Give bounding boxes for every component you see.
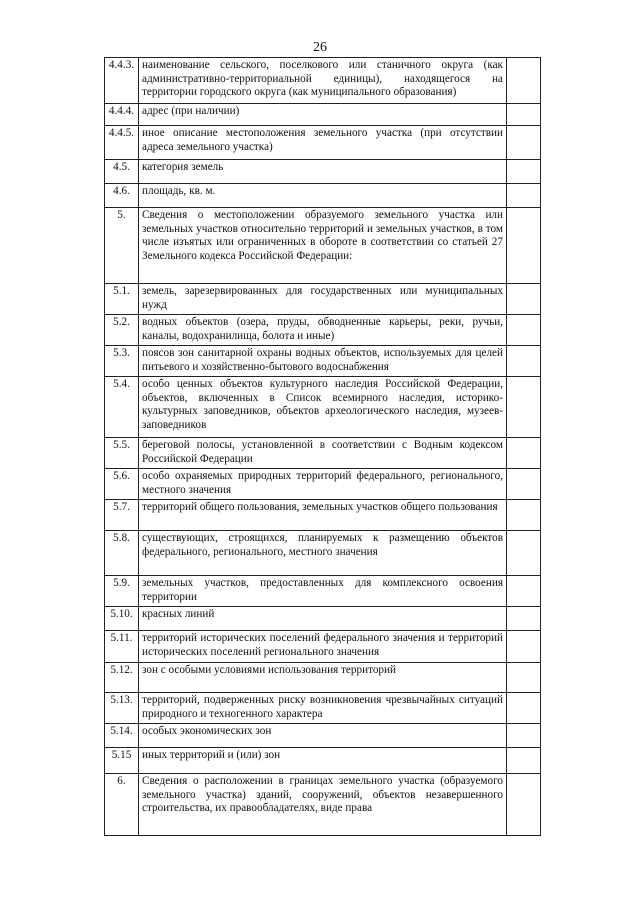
row-number: 4.5. [105, 160, 139, 184]
row-text: земельных участков, предоставленных для комплексного освоения территории [139, 576, 507, 607]
land-info-table [104, 57, 541, 836]
table-row [105, 126, 541, 160]
row-text: зон с особыми условиями использования территорий [139, 663, 507, 693]
row-number: 5.1. [105, 284, 139, 315]
row-number: 5.4. [105, 377, 139, 438]
row-number: 5. [105, 208, 139, 284]
row-number: 5.9. [105, 576, 139, 607]
table-row [105, 346, 541, 377]
row-text: существующих, строящихся, планируемых к размещению объектов федерального, регионального, местного значения [139, 531, 507, 576]
table-row [105, 693, 541, 724]
value-cell [507, 607, 541, 631]
table-row [105, 531, 541, 576]
row-number: 4.6. [105, 184, 139, 208]
row-number: 6. [105, 774, 139, 836]
value-cell [507, 693, 541, 724]
row-number: 5.13. [105, 693, 139, 724]
table-row [105, 663, 541, 693]
row-number: 4.4.5. [105, 126, 139, 160]
table-row [105, 104, 541, 126]
row-text: территорий исторических поселений федерального значения и территорий исторических поселений регионального значения [139, 631, 507, 663]
row-number: 5.3. [105, 346, 139, 377]
value-cell [507, 315, 541, 346]
table-row [105, 748, 541, 774]
value-cell [507, 104, 541, 126]
value-cell [507, 377, 541, 438]
value-cell [507, 126, 541, 160]
row-number: 5.12. [105, 663, 139, 693]
table-row [105, 377, 541, 438]
row-number: 5.8. [105, 531, 139, 576]
row-number: 5.10. [105, 607, 139, 631]
value-cell [507, 724, 541, 748]
table-row [105, 724, 541, 748]
table-row [105, 438, 541, 469]
row-text: адрес (при наличии) [139, 104, 507, 126]
row-text: особо ценных объектов культурного наследия Российской Федерации, объектов, включенных в Список всемирного наследия, историко-культурных заповедников, объектов археологического наследия, музеев-заповедников [139, 377, 507, 438]
table-row [105, 184, 541, 208]
row-text: поясов зон санитарной охраны водных объектов, используемых для целей питьевого и хозяйственно-бытового водоснабжения [139, 346, 507, 377]
row-text: территорий, подверженных риску возникновения чрезвычайных ситуаций природного и техногенного характера [139, 693, 507, 724]
value-cell [507, 748, 541, 774]
value-cell [507, 469, 541, 500]
page-number: 26 [313, 40, 327, 55]
value-cell [507, 631, 541, 663]
table-row [105, 631, 541, 663]
row-number: 5.5. [105, 438, 139, 469]
row-number: 5.6. [105, 469, 139, 500]
row-number: 5.15 [105, 748, 139, 774]
row-text: красных линий [139, 607, 507, 631]
row-text: береговой полосы, установленной в соответствии с Водным кодексом Российской Федерации [139, 438, 507, 469]
value-cell [507, 160, 541, 184]
value-cell [507, 346, 541, 377]
row-text: особо охраняемых природных территорий федерального, регионального, местного значения [139, 469, 507, 500]
row-text: водных объектов (озера, пруды, обводненные карьеры, реки, ручьи, каналы, водохранилища, болота и иные) [139, 315, 507, 346]
row-text: категория земель [139, 160, 507, 184]
table-row [105, 774, 541, 836]
value-cell [507, 284, 541, 315]
row-text: площадь, кв. м. [139, 184, 507, 208]
table-row [105, 576, 541, 607]
row-number: 5.7. [105, 500, 139, 531]
value-cell [507, 576, 541, 607]
row-number: 4.4.3. [105, 58, 139, 104]
table-row [105, 160, 541, 184]
value-cell [507, 663, 541, 693]
value-cell [507, 58, 541, 104]
row-text: наименование сельского, поселкового или станичного округа (как административно-территориальной единицы), находящегося на территории городского округа (как муниципального образования) [139, 58, 507, 104]
row-text: земель, зарезервированных для государственных или муниципальных нужд [139, 284, 507, 315]
row-text: иное описание местоположения земельного участка (при отсутствии адреса земельного участка) [139, 126, 507, 160]
row-text: Сведения о местоположении образуемого земельного участка или земельных участков относительно территорий и земельных участков, в том числе изъятых или ограниченных в обороте в соответствии со статьей 27 Земельного кодекса Российской Федерации: [139, 208, 507, 284]
table-row [105, 284, 541, 315]
value-cell [507, 500, 541, 531]
value-cell [507, 208, 541, 284]
table-row [105, 500, 541, 531]
value-cell [507, 531, 541, 576]
row-text: территорий общего пользования, земельных участков общего пользования [139, 500, 507, 531]
table-row [105, 469, 541, 500]
value-cell [507, 774, 541, 836]
row-number: 5.11. [105, 631, 139, 663]
table-row [105, 607, 541, 631]
table-row [105, 315, 541, 346]
table-row [105, 208, 541, 284]
value-cell [507, 184, 541, 208]
row-text: Сведения о расположении в границах земельного участка (образуемого земельного участка) зданий, сооружений, объектов незавершенного строительства, их правообладателях, виде права [139, 774, 507, 836]
row-number: 5.14. [105, 724, 139, 748]
row-number: 4.4.4. [105, 104, 139, 126]
value-cell [507, 438, 541, 469]
table-row [105, 58, 541, 104]
row-text: особых экономических зон [139, 724, 507, 748]
row-number: 5.2. [105, 315, 139, 346]
row-text: иных территорий и (или) зон [139, 748, 507, 774]
